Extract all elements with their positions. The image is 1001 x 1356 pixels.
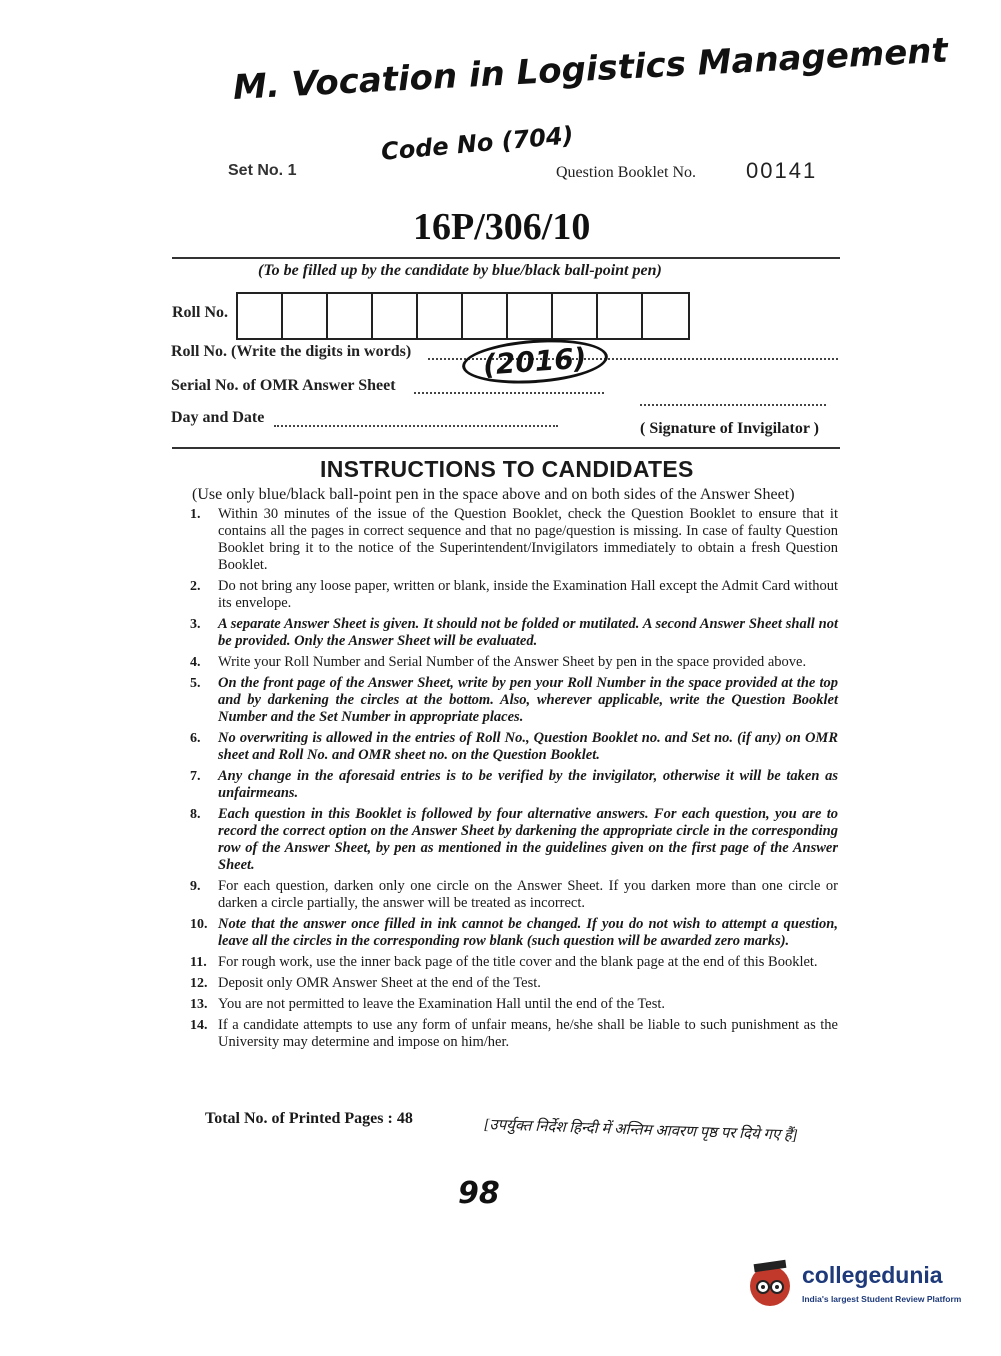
instruction-item: 9. For each question, darken only one circle on the Answer Sheet. If you darken more than one circle or darken a circle partially, the answer will be treated as incorrect. bbox=[190, 878, 838, 911]
roll-digit-box[interactable] bbox=[508, 294, 553, 338]
day-date-line[interactable] bbox=[274, 425, 558, 427]
serial-line[interactable] bbox=[414, 392, 604, 394]
instruction-item: 1. Within 30 minutes of the issue of the Question Booklet, check the Question Booklet to ensure that it contains all the pages in correct sequence and that no page/question is missing. In case of faulty Question Booklet bring it to the notice of the Superintendent/Invigilators immediately to obtain a fresh Question Booklet. bbox=[190, 506, 838, 573]
roll-digit-box[interactable] bbox=[418, 294, 463, 338]
instructions-title: INSTRUCTIONS TO CANDIDATES bbox=[320, 456, 694, 482]
roll-no-label: Roll No. bbox=[172, 304, 228, 321]
instruction-item: 14. If a candidate attempts to use any form of unfair means, he/she shall be liable to such punishment as the University may determine and impose on him/her. bbox=[190, 1017, 838, 1050]
instruction-item: 11. For rough work, use the inner back page of the title cover and the blank page at the end of this Booklet. bbox=[190, 954, 818, 970]
roll-digit-box[interactable] bbox=[553, 294, 598, 338]
instruction-item: 4. Write your Roll Number and Serial Number of the Answer Sheet by pen in the space provided above. bbox=[190, 654, 807, 670]
collegedunia-tagline: India's largest Student Review Platform bbox=[802, 1294, 962, 1304]
roll-digit-box[interactable] bbox=[598, 294, 643, 338]
roll-digit-box[interactable] bbox=[373, 294, 418, 338]
roll-digit-box[interactable] bbox=[238, 294, 283, 338]
instruction-item: 12. Deposit only OMR Answer Sheet at the end of the Test. bbox=[190, 975, 541, 991]
serial-label: Serial No. of OMR Answer Sheet bbox=[171, 377, 396, 394]
instructions-list bbox=[190, 506, 838, 1055]
instruction-item: 10. Note that the answer once filled in ink cannot be changed. If you do not wish to attempt a question, leave all the circles in the corresponding row blank (such question will be awarded zero marks). bbox=[190, 916, 838, 949]
paper-code: 16P/306/10 bbox=[413, 206, 591, 248]
signature-label: ( Signature of Invigilator ) bbox=[640, 420, 819, 437]
signature-line[interactable] bbox=[640, 404, 826, 406]
fill-instruction: (To be filled up by the candidate by blue/black ball-point pen) bbox=[258, 262, 662, 279]
question-booklet-label: Question Booklet No. bbox=[556, 164, 696, 181]
instruction-item: 8. Each question in this Booklet is followed by four alternative answers. For each question, you are to record the correct option on the Answer Sheet by darkening the appropriate circle in the corresponding row of the Answer Sheet, by pen as mentioned in the guidelines given on the first page of the Answer Sheet. bbox=[190, 806, 838, 873]
use-only-note: (Use only blue/black ball-point pen in the space above and on both sides of the Answer Sheet) bbox=[192, 486, 795, 503]
handwritten-code-note: Code No (704) bbox=[380, 121, 575, 166]
collegedunia-brand: collegedunia bbox=[802, 1262, 943, 1288]
instruction-item: 2. Do not bring any loose paper, written or blank, inside the Examination Hall except the Admit Card without its envelope. bbox=[190, 578, 838, 611]
instruction-item: 3. A separate Answer Sheet is given. It should not be folded or mutilated. A second Answer Sheet shall not be provided. Only the Answer Sheet will be evaluated. bbox=[190, 616, 838, 649]
top-divider bbox=[172, 257, 840, 259]
hindi-note: [उपर्युक्त निर्देश हिन्दी में अन्तिम आवरण पृष्ठ पर दिये गए हैं] bbox=[483, 1116, 799, 1144]
roll-words-label: Roll No. (Write the digits in words) bbox=[171, 343, 412, 360]
instruction-item: 6. No overwriting is allowed in the entries of Roll No., Question Booklet no. and Set no. (if any) on OMR sheet and Roll No. and OMR sheet no. on the Question Booklet. bbox=[190, 730, 838, 763]
roll-number-boxes[interactable] bbox=[236, 292, 690, 340]
roll-digit-box[interactable] bbox=[463, 294, 508, 338]
roll-digit-box[interactable] bbox=[328, 294, 373, 338]
set-number: Set No. 1 bbox=[228, 162, 297, 179]
instruction-item: 7. Any change in the aforesaid entries is to be verified by the invigilator, otherwise it will be taken as unfairmeans. bbox=[190, 768, 838, 801]
form-divider bbox=[172, 447, 840, 449]
handwritten-course-title: M. Vocation in Logistics Management bbox=[232, 30, 949, 108]
question-booklet-number: 00141 bbox=[746, 158, 818, 183]
handwritten-page-number: 98 bbox=[458, 1176, 500, 1211]
instruction-item: 13. You are not permitted to leave the Examination Hall until the end of the Test. bbox=[190, 996, 666, 1012]
handwritten-roll-words: (2016) bbox=[461, 335, 609, 388]
collegedunia-mascot-icon bbox=[742, 1254, 798, 1310]
roll-digit-box[interactable] bbox=[283, 294, 328, 338]
day-date-label: Day and Date bbox=[171, 409, 265, 426]
roll-digit-box[interactable] bbox=[643, 294, 688, 338]
total-pages: Total No. of Printed Pages : 48 bbox=[205, 1110, 413, 1127]
instruction-item: 5. On the front page of the Answer Sheet, write by pen your Roll Number in the space provided at the top and by darkening the circles at the bottom. Also, wherever applicable, write the Question Booklet Number and the Set Number in appropriate places. bbox=[190, 675, 838, 725]
